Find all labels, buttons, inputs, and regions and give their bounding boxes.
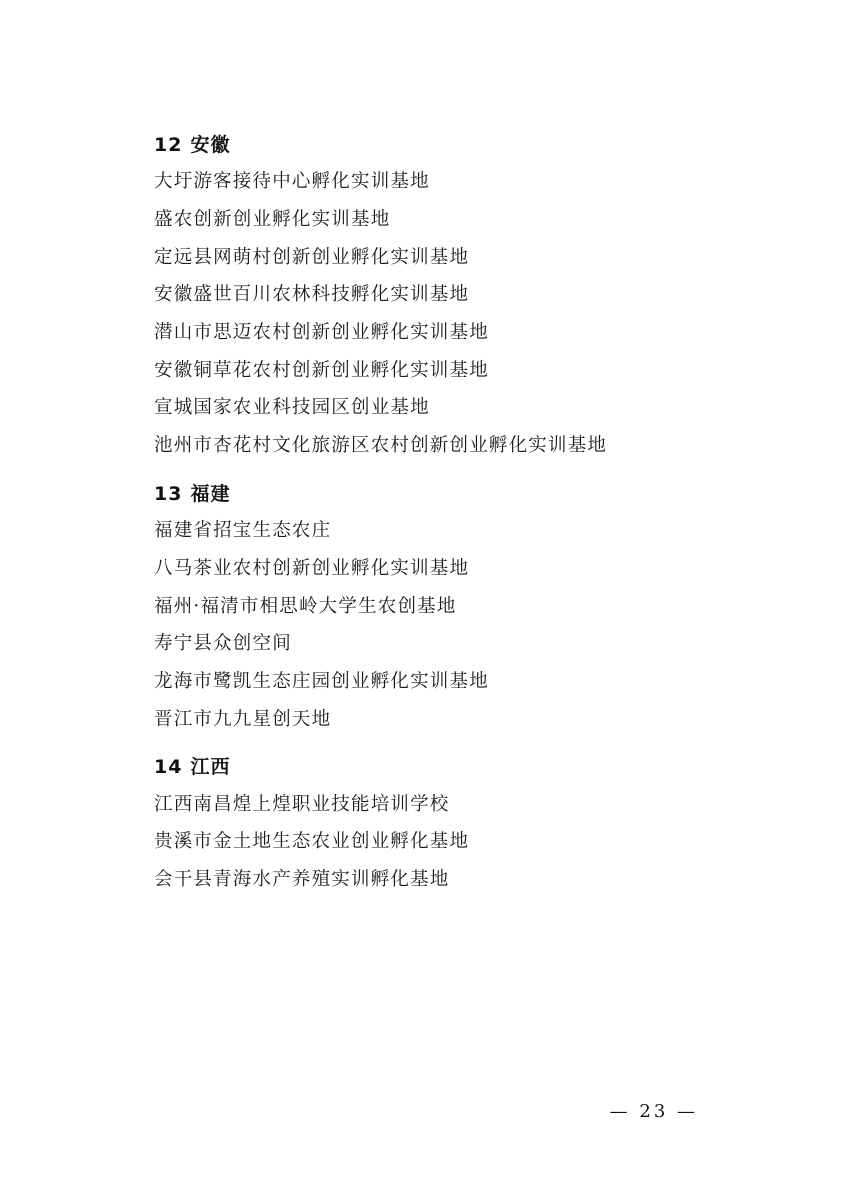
section-heading — [154, 479, 698, 509]
list-item: 潜山市思迈农村创新创业孵化实训基地 — [154, 322, 489, 344]
list-item: 晋江市九九星创天地 — [154, 708, 332, 730]
list-item: 福州·福清市相思岭大学生农创基地 — [154, 595, 457, 617]
list-item: 八马茶业农村创新创业孵化实训基地 — [154, 557, 470, 579]
section-number: 14 — [154, 756, 183, 779]
section-heading — [154, 130, 698, 160]
list-item: 会干县青海水产养殖实训孵化基地 — [154, 868, 450, 890]
list-item: 江西南昌煌上煌职业技能培训学校 — [154, 793, 450, 815]
list-item: 安徽盛世百川农林科技孵化实训基地 — [154, 284, 470, 306]
list-item: 池州市杏花村文化旅游区农村创新创业孵化实训基地 — [154, 435, 608, 457]
list-item: 大圩游客接待中心孵化实训基地 — [154, 171, 430, 193]
list-item: 定远县网萌村创新创业孵化实训基地 — [154, 246, 470, 268]
list-item: 寿宁县众创空间 — [154, 633, 292, 655]
section-title: 福建 — [190, 482, 231, 505]
list-item: 安徽铜草花农村创新创业孵化实训基地 — [154, 359, 489, 381]
section-number: 12 — [154, 134, 183, 156]
list-item: 福建省招宝生态农庄 — [154, 520, 332, 542]
list-item: 宣城国家农业科技园区创业基地 — [154, 397, 430, 419]
section-anhui — [150, 130, 698, 461]
list-item: 贵溪市金土地生态农业创业孵化基地 — [154, 831, 470, 853]
section-jiangxi — [150, 752, 698, 894]
section-number: 13 — [154, 482, 183, 505]
section-fujian — [150, 479, 698, 734]
list-item: 龙海市鹭凯生态庄园创业孵化实训基地 — [154, 670, 489, 692]
page-number: — 23 — — [609, 1101, 698, 1122]
section-title: 江西 — [190, 756, 231, 779]
section-title: 安徽 — [190, 134, 231, 156]
list-item: 盛农创新创业孵化实训基地 — [154, 209, 391, 231]
section-heading — [154, 752, 698, 782]
